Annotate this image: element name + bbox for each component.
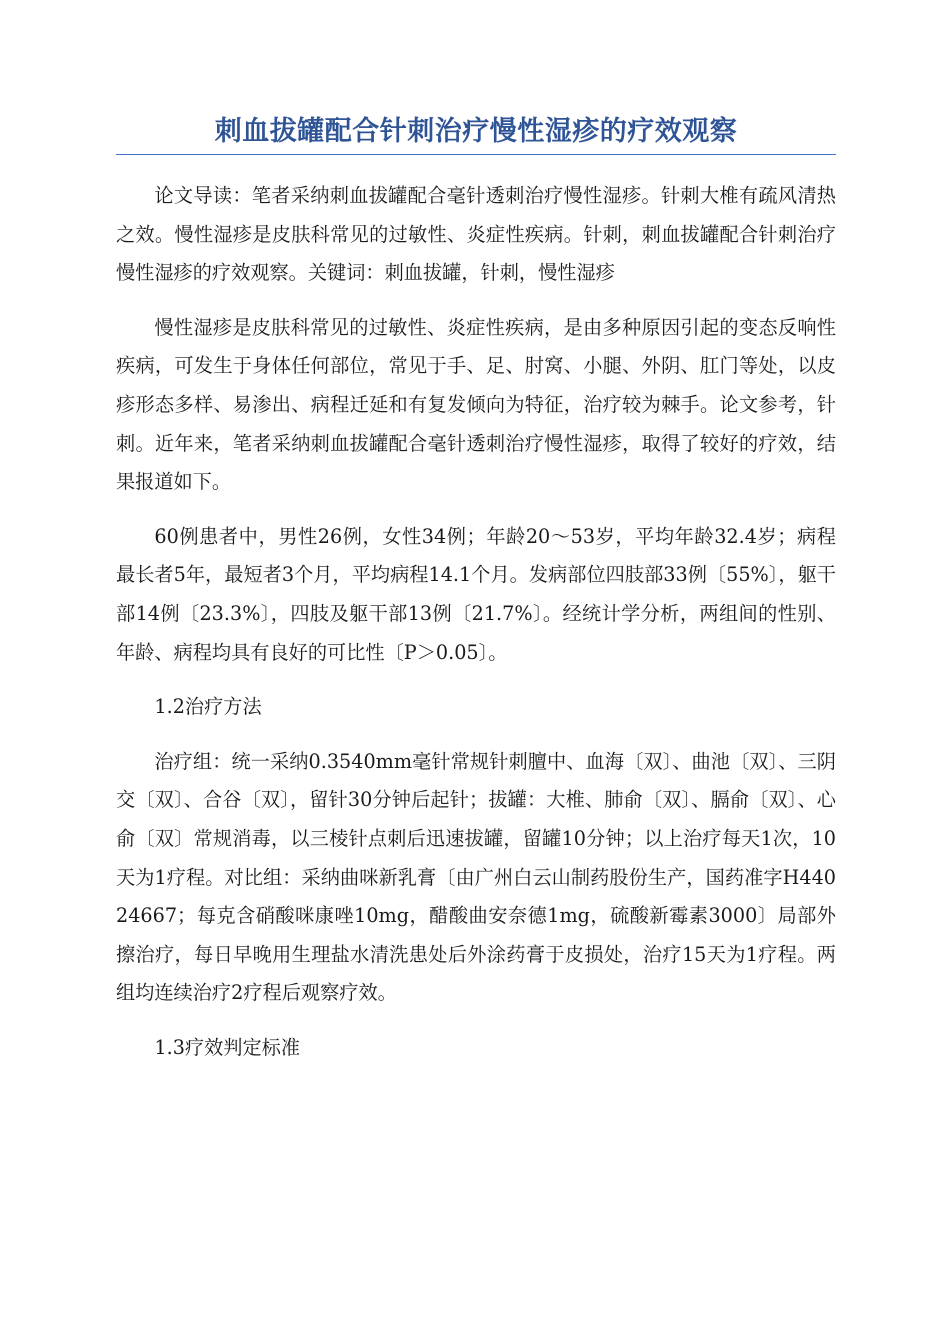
section-heading-criteria: 1.3疗效判定标准: [154, 1035, 301, 1059]
document-page: [116, 112, 836, 1083]
abstract-paragraph: 论文导读：笔者采纳刺血拔罐配合毫针透刺治疗慢性湿疹。针刺大椎有疏风清热之效。慢性湿疹是皮肤科常见的过敏性、炎症性疾病。针刺，刺血拔罐配合针刺治疗慢性湿疹的疗效观察。关键词：刺血拔罐，针刺，慢性湿疹: [116, 184, 836, 285]
section-heading-treatment: 1.2治疗方法: [154, 695, 262, 719]
treatment-paragraph: 治疗组：统一采纳0.3540mm毫针常规针刺膻中、血海〔双〕、曲池〔双〕、三阴交〔双〕、合谷〔双〕，留针30分钟后起针；拔罐：大椎、肺俞〔双〕、膈俞〔双〕、心俞〔双〕常规消毒，以三棱针点刺后迅速拔罐，留罐10分钟；以上治疗每天1次，10天为1疗程。对比组：采纳曲咪新乳膏〔由广州白云山制药股份生产，国药准字H44024667；每克含硝酸咪康唑10mg，醋酸曲安奈德1mg，硫酸新霉素3000〕局部外擦治疗，每日早晚用生理盐水清洗患处后外涂药膏于皮损处，治疗15天为1疗程。两组均连续治疗2疗程后观察疗效。: [116, 749, 836, 1005]
patients-paragraph: 60例患者中，男性26例，女性34例；年龄20～53岁，平均年龄32.4岁；病程最长者5年，最短者3个月，平均病程14.1个月。发病部位四肢部33例〔55%〕，躯干部14例〔23.3%〕，四肢及躯干部13例〔21.7%〕。经统计学分析，两组间的性别、年龄、病程均具有良好的可比性〔P＞0.05〕。: [116, 524, 836, 664]
intro-paragraph: 慢性湿疹是皮肤科常见的过敏性、炎症性疾病，是由多种原因引起的变态反响性疾病，可发生于身体任何部位，常见于手、足、肘窝、小腿、外阴、肛门等处，以皮疹形态多样、易渗出、病程迁延和有复发倾向为特征，治疗较为棘手。论文参考，针刺。近年来，笔者采纳刺血拔罐配合毫针透刺治疗慢性湿疹，取得了较好的疗效，结果报道如下。: [116, 315, 836, 494]
document-title: 刺血拔罐配合针刺治疗慢性湿疹的疗效观察: [214, 116, 738, 147]
title-underline: [116, 154, 836, 155]
